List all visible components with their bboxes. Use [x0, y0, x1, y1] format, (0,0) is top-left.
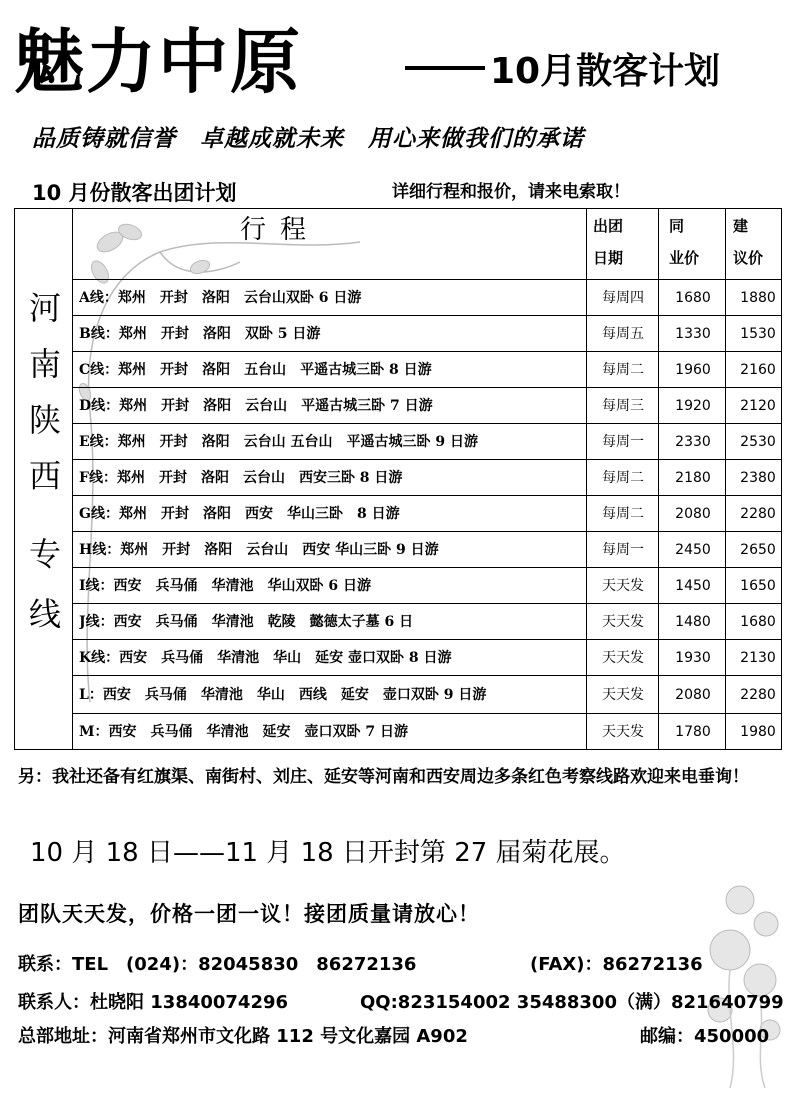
- chrysanthemum-festival: 10 月 18 日——11 月 18 日开封第 27 届菊花展。: [30, 838, 626, 868]
- page-title: 魅力中原: [14, 21, 302, 103]
- table-row: [73, 532, 781, 568]
- retail-price-cell: 2120: [740, 398, 776, 414]
- table-row: [73, 496, 781, 532]
- peer-price-cell: 1680: [675, 290, 711, 306]
- retail-price-cell: 1980: [740, 724, 776, 740]
- extra-routes-note: 另：我社还备有红旗渠、南街村、刘庄、延安等河南和西安周边多条红色考察线路欢迎来电垂询！: [18, 767, 749, 787]
- side-char: 西: [28, 457, 61, 495]
- route-cell: K线：西安 兵马俑 华清池 华山 延安 壶口双卧 8 日游: [79, 650, 452, 666]
- retail-price-cell: 2280: [740, 506, 776, 522]
- table-row: [73, 424, 781, 460]
- retail-price-cell: 1650: [740, 578, 776, 594]
- peer-price-cell: 2080: [675, 687, 711, 703]
- route-cell: B线：郑州 开封 洛阳 双卧 5 日游: [79, 326, 321, 342]
- header-retail-1: 建: [733, 217, 749, 235]
- date-cell: 每周二: [602, 362, 644, 378]
- table-row: [73, 604, 781, 640]
- header-date-1: 出团: [593, 217, 624, 235]
- table-row: [73, 316, 781, 352]
- contact-zip: 邮编：450000: [640, 1026, 770, 1047]
- date-cell: 每周一: [602, 434, 644, 450]
- retail-price-cell: 2280: [740, 687, 776, 703]
- date-cell: 天天发: [602, 578, 644, 594]
- side-char: 陕: [28, 401, 61, 439]
- route-cell: E线：郑州 开封 洛阳 云台山 五台山 平遥古城三卧 9 日游: [79, 434, 479, 450]
- group-tour-note: 团队天天发，价格一团一议！接团质量请放心！: [18, 901, 480, 926]
- date-cell: 天天发: [602, 614, 644, 630]
- contact-qq: QQ:823154002 35488300（满）821640799: [360, 992, 784, 1013]
- peer-price-cell: 2180: [675, 470, 711, 486]
- peer-price-cell: 1480: [675, 614, 711, 630]
- side-char: 河: [28, 289, 61, 327]
- date-cell: 天天发: [602, 650, 644, 666]
- table-row: [73, 640, 781, 676]
- route-cell: H线：郑州 开封 洛阳 云台山 西安 华山三卧 9 日游: [79, 542, 439, 558]
- retail-price-cell: 2530: [740, 434, 776, 450]
- table-row: [73, 352, 781, 388]
- contact-tel: 联系：TEL (024)：82045830 86272136: [18, 954, 417, 975]
- contact-person: 联系人：杜晓阳 13840074296: [18, 992, 289, 1013]
- peer-price-cell: 1920: [675, 398, 711, 414]
- table-row: [73, 568, 781, 604]
- title-dash: [405, 66, 485, 70]
- retail-price-cell: 2380: [740, 470, 776, 486]
- route-cell: L：西安 兵马俑 华清池 华山 西线 延安 壶口双卧 9 日游: [79, 687, 487, 703]
- date-cell: 每周二: [602, 506, 644, 522]
- contact-address: 总部地址：河南省郑州市文化路 112 号文化嘉园 A902: [18, 1026, 468, 1047]
- date-cell: 每周三: [602, 398, 644, 414]
- plan-heading: 10 月份散客出团计划: [32, 181, 237, 205]
- side-char: 线: [28, 595, 61, 633]
- peer-price-cell: 2450: [675, 542, 711, 558]
- retail-price-cell: 1680: [740, 614, 776, 630]
- side-char: 南: [28, 345, 61, 383]
- date-cell: 天天发: [602, 724, 644, 740]
- date-cell: 每周二: [602, 470, 644, 486]
- table-row: [73, 714, 781, 750]
- peer-price-cell: 1330: [675, 326, 711, 342]
- header-retail-2: 议价: [733, 249, 764, 267]
- peer-price-cell: 2080: [675, 506, 711, 522]
- contact-fax: (FAX)：86272136: [530, 954, 703, 975]
- route-cell: D线：郑州 开封 洛阳 云台山 平遥古城三卧 7 日游: [79, 398, 433, 414]
- retail-price-cell: 1530: [740, 326, 776, 342]
- date-cell: 每周四: [602, 290, 644, 306]
- table-row: [73, 388, 781, 424]
- slogan: 品质铸就信誉 卓越成就未来 用心来做我们的承诺: [32, 125, 584, 152]
- peer-price-cell: 1450: [675, 578, 711, 594]
- header-route: 行程: [240, 215, 321, 245]
- retail-price-cell: 2130: [740, 650, 776, 666]
- tour-table: [14, 208, 782, 750]
- retail-price-cell: 2650: [740, 542, 776, 558]
- table-row: [73, 280, 781, 316]
- page-subtitle: 10月散客计划: [490, 51, 721, 92]
- plan-note: 详细行程和报价，请来电索取！: [392, 182, 630, 202]
- date-cell: 每周一: [602, 542, 644, 558]
- peer-price-cell: 1960: [675, 362, 711, 378]
- header-peer-1: 同: [669, 217, 685, 235]
- retail-price-cell: 2160: [740, 362, 776, 378]
- side-label: [15, 209, 73, 749]
- peer-price-cell: 1780: [675, 724, 711, 740]
- side-char: 专: [28, 535, 61, 573]
- route-cell: I线：西安 兵马俑 华清池 华山双卧 6 日游: [79, 578, 372, 594]
- date-cell: 天天发: [602, 687, 644, 703]
- table-row: [73, 677, 781, 713]
- route-cell: C线：郑州 开封 洛阳 五台山 平遥古城三卧 8 日游: [79, 362, 432, 378]
- peer-price-cell: 2330: [675, 434, 711, 450]
- date-cell: 每周五: [602, 326, 644, 342]
- peer-price-cell: 1930: [675, 650, 711, 666]
- retail-price-cell: 1880: [740, 290, 776, 306]
- header-peer-2: 业价: [669, 249, 700, 267]
- table-row: [73, 460, 781, 496]
- route-cell: J线：西安 兵马俑 华清池 乾陵 懿德太子墓 6 日: [79, 614, 414, 630]
- header-date-2: 日期: [593, 249, 624, 267]
- route-cell: M：西安 兵马俑 华清池 延安 壶口双卧 7 日游: [79, 724, 408, 740]
- route-cell: F线：郑州 开封 洛阳 云台山 西安三卧 8 日游: [79, 470, 403, 486]
- route-cell: A线：郑州 开封 洛阳 云台山双卧 6 日游: [79, 290, 362, 306]
- route-cell: G线：郑州 开封 洛阳 西安 华山三卧 8 日游: [79, 506, 400, 522]
